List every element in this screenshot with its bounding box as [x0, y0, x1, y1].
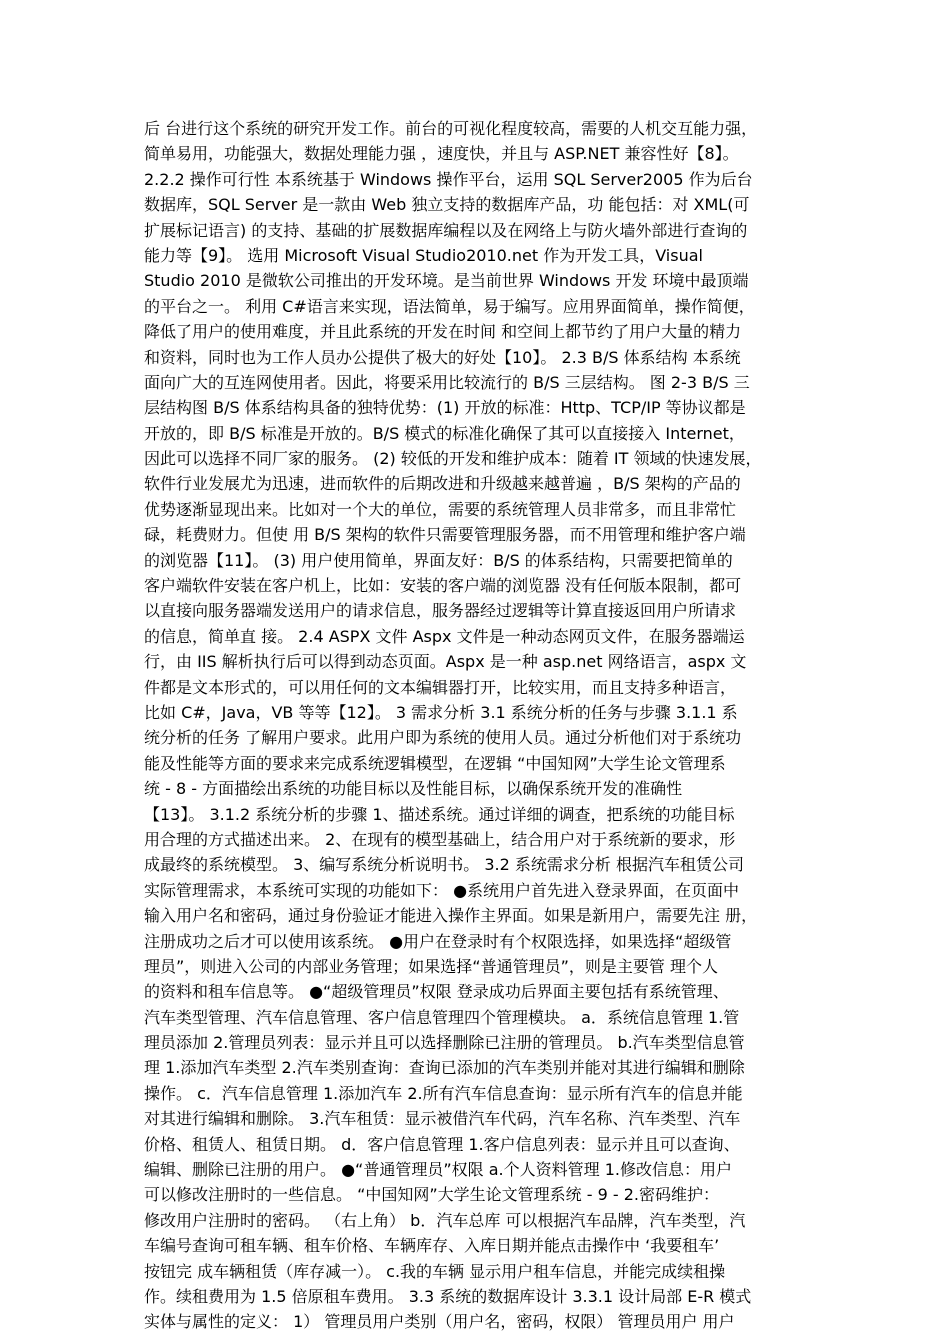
- text-line: 后 台进行这个系统的研究开发工作。前台的可视化程度较高，需要的人机交互能力强，: [144, 119, 758, 138]
- text-line: 和资料，同时也为工作人员办公提供了极大的好处【10】。 2.3 B/S 体系结构 本系统: [144, 347, 741, 367]
- text-line: 数据库，SQL Server 是一款由 Web 独立支持的数据库产品，功 能包括：对 XML(可: [144, 195, 750, 215]
- text-line: 的信息，简单直 接。 2.4 ASPX 文件 Aspx 文件是一种动态网页文件，在服务器端运: [144, 626, 745, 646]
- text-line: 作。续租费用为 1.5 倍原租车费用。 3.3 系统的数据库设计 3.3.1 设计局部 E-R 模式: [144, 1286, 752, 1306]
- text-line: 优势逐渐显现出来。比如对一个大的单位，需要的系统管理人员非常多，而且非常忙: [144, 499, 737, 519]
- text-line: 客户端软件安装在客户机上，比如：安装的客户端的浏览器 没有任何版本限制，都可: [144, 576, 742, 596]
- text-line: 的资料和租车信息等。 ●“超级管理员”权限 登录成功后界面主要包括有系统管理、: [144, 982, 729, 1002]
- text-line: 【13】。 3.1.2 系统分析的步骤 1、描述系统。通过详细的调查，把系统的功能目标: [144, 804, 735, 824]
- text-line: 操作。 c．汽车信息管理 1.添加汽车 2.所有汽车信息查询：显示所有汽车的信息并能: [144, 1083, 743, 1103]
- text-line: 输入用户名和密码，通过身份验证才能进入操作主界面。如果是新用户，需要先注 册，: [144, 906, 758, 926]
- text-line: 对其进行编辑和删除。 3.汽车租赁：显示被借汽车代码，汽车名称、汽车类型、汽车: [144, 1109, 741, 1129]
- text-line: 扩展标记语言) 的支持、基础的扩展数据库编程以及在网络上与防火墙外部进行查询的: [144, 220, 748, 240]
- text-line: 能力等【9】。 选用 Microsoft Visual Studio2010.net 作为开发工具，Visual: [144, 245, 703, 265]
- text-line: 汽车类型管理、汽车信息管理、客户信息管理四个管理模块。 a．系统信息管理 1.管: [144, 1007, 740, 1027]
- text-line: 的平台之一。 利用 C#语言来实现，语法简单，易于编写。应用界面简单，操作简便，: [144, 296, 755, 316]
- text-line: 理 1.添加汽车类型 2.汽车类别查询：查询已添加的汽车类别并能对其进行编辑和删除: [144, 1058, 745, 1078]
- text-line: 件都是文本形式的，可以用任何的文本编辑器打开，比较实用，而且支持多种语言，: [144, 677, 737, 697]
- text-line: 车编号查询可租车辆、租车价格、车辆库存、入库日期并能点击操作中 ‘我要租车’: [144, 1236, 720, 1256]
- text-line: Studio 2010 是微软公司推出的开发环境。是当前世界 Windows 开发 环境中最顶端: [144, 271, 749, 291]
- text-line: 的浏览器【11】。 (3) 用户使用简单，界面友好：B/S 的体系结构，只需要把简单的: [144, 550, 733, 570]
- text-line: 实体与属性的定义： 1） 管理员用户类别（用户名，密码，权限） 管理员用户 用户: [144, 1312, 735, 1332]
- text-line: 统分析的任务 了解用户要求。此用户即为系统的使用人员。通过分析他们对于系统功: [144, 728, 742, 748]
- text-line: 统 - 8 - 方面描绘出系统的功能目标以及性能目标，以确保系统开发的准确性: [144, 779, 683, 799]
- text-line: 实际管理需求，本系统可实现的功能如下： ●系统用户首先进入登录界面，在页面中: [144, 880, 740, 900]
- body-text: [144, 116, 814, 1335]
- text-line: 按钮完 成车辆租赁（库存减一）。 c.我的车辆 显示用户租车信息，并能完成续租操: [144, 1261, 726, 1281]
- text-line: 理员”，则进入公司的内部业务管理；如果选择“普通管理员”，则是主要管 理个人: [144, 956, 718, 976]
- text-line: 以直接向服务器端发送用户的请求信息，服务器经过逻辑等计算直接返回用户所请求: [144, 601, 737, 621]
- text-line: 因此可以选择不同厂家的服务。 (2) 较低的开发和维护成本：随着 IT 领域的快速发展，: [144, 449, 762, 469]
- text-line: 编辑、删除已注册的用户。 ●“普通管理员”权限 a.个人资料管理 1.修改信息：用户: [144, 1160, 732, 1180]
- text-line: 注册成功之后才可以使用该系统。 ●用户在登录时有个权限选择，如果选择“超级管: [144, 931, 732, 951]
- text-line: 面向广大的互连网使用者。因此，将要采用比较流行的 B/S 三层结构。 图 2-3 B/S 三: [144, 372, 750, 392]
- text-line: 比如 C#，Java，VB 等等【12】。 3 需求分析 3.1 系统分析的任务与步骤 3.1.1 系: [144, 702, 738, 722]
- text-line: 2.2.2 操作可行性 本系统基于 Windows 操作平台，运用 SQL Server2005 作为后台: [144, 169, 753, 189]
- text-line: 降低了用户的使用难度，并且此系统的开发在时间 和空间上都节约了用户大量的精力: [144, 322, 742, 342]
- text-line: 可以修改注册时的一些信息。 “中国知网”大学生论文管理系统 - 9 - 2.密码维护：: [144, 1185, 720, 1205]
- text-line: 能及性能等方面的要求来完成系统逻辑模型，在逻辑 “中国知网”大学生论文管理系: [144, 753, 726, 773]
- text-line: 修改用户注册时的密码。 （右上角） b．汽车总库 可以根据汽车品牌，汽车类型，汽: [144, 1210, 746, 1230]
- text-line: 开放的，即 B/S 标准是开放的。B/S 模式的标准化确保了其可以直接接入 Internet，: [144, 423, 745, 443]
- text-line: 碌，耗费财力。但使 用 B/S 架构的软件只需要管理服务器，而不用管理和维护客户端: [144, 525, 746, 545]
- text-line: 软件行业发展尤为迅速，进而软件的后期改进和升级越来越普遍 ，B/S 架构的产品的: [144, 474, 741, 494]
- text-line: 层结构图 B/S 体系结构具备的独特优势：(1) 开放的标准：Http、TCP/IP 等协议都是: [144, 398, 746, 418]
- text-line: 用合理的方式描述出来。 2、在现有的模型基础上，结合用户对于系统新的要求，形: [144, 829, 736, 849]
- text-line: 简单易用，功能强大，数据处理能力强 ，速度快，并且与 ASP.NET 兼容性好【8】。: [144, 144, 739, 164]
- text-line: 行，由 IIS 解析执行后可以得到动态页面。Aspx 是一种 asp.net 网络语言，aspx 文: [144, 652, 747, 672]
- text-line: 成最终的系统模型。 3、编写系统分析说明书。 3.2 系统需求分析 根据汽车租赁公司: [144, 855, 744, 875]
- text-line: 理员添加 2.管理员列表：显示并且可以选择删除已注册的管理员。 b.汽车类型信息管: [144, 1033, 745, 1053]
- text-line: 价格、租赁人、租赁日期。 d．客户信息管理 1.客户信息列表：显示并且可以查询、: [144, 1134, 740, 1154]
